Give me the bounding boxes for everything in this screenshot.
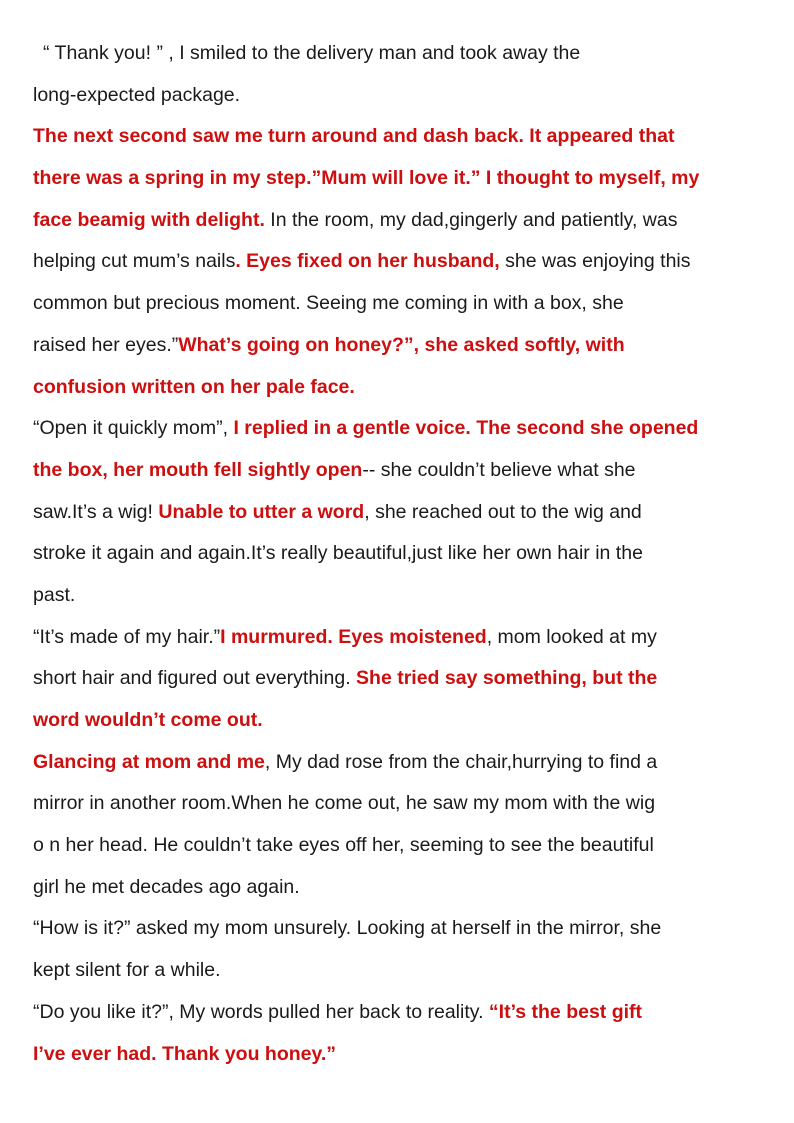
text-line [33,658,764,700]
text-run: she was enjoying this [499,250,691,273]
text-run: “Do you like it?”, My words pulled her back to reality. [33,1000,489,1023]
text-run: -- she couldn’t believe what she [362,458,636,481]
highlighted-run: Glancing at mom and me [33,750,265,773]
text-line [33,200,764,242]
text-run: , mom looked at my [486,625,657,648]
text-run: saw.It’s a wig! [33,500,159,523]
text-run: long-expected package. [33,83,241,106]
highlighted-run: word wouldn’t come out. [33,709,263,731]
text-line [33,950,764,992]
text-run: kept silent for a while. [33,959,221,982]
text-line [33,33,764,75]
text-line [33,992,764,1034]
text-line [33,1034,764,1076]
text-line [33,75,764,117]
text-line [33,700,764,742]
text-line [33,325,764,367]
highlighted-run: The next second saw me turn around and dash back. It appeared that [33,125,675,148]
text-run: past. [33,583,76,606]
text-line [33,908,764,950]
text-line [33,283,764,325]
text-run: “Open it quickly mom”, [33,417,234,440]
highlighted-run: Unable to utter a word [158,500,365,523]
text-run: stroke it again and again.It’s really beautiful,just like her own hair in the [33,542,643,565]
text-line [33,867,764,909]
text-run: helping cut mum’s nails [33,250,236,273]
text-line [33,116,764,158]
highlighted-run: She tried say something, but the [356,667,658,690]
highlighted-run: “It’s the best gift [488,1000,643,1023]
text-line [33,367,764,409]
highlighted-run: face beamig with delight. [33,208,265,231]
text-line [33,783,764,825]
document-page [33,33,764,1075]
text-run: In the room, my dad,gingerly and patiently, was [264,208,678,231]
highlighted-run: . Eyes fixed on her husband, [235,250,500,273]
text-run: raised her eyes.” [33,333,179,356]
text-line [33,241,764,283]
text-run: , she reached out to the wig and [364,500,642,523]
text-run: “How is it?” asked my mom unsurely. Looking at herself in the mirror, she [33,917,662,940]
highlighted-run: the box, her mouth fell sightly open [33,458,363,481]
text-line [33,825,764,867]
text-run: mirror in another room.When he come out, he saw my mom with the wig [33,792,656,815]
text-run: common but precious moment. Seeing me coming in with a box, she [33,292,624,315]
highlighted-run: What’s going on honey?”, she asked softly, with [178,333,625,356]
highlighted-run: there was a spring in my step.”Mum will love it.” I thought to myself, my [33,167,700,190]
text-run: “It’s made of my hair.” [33,625,221,648]
text-run: girl he met decades ago again. [33,875,300,898]
text-line [33,742,764,784]
highlighted-run: I replied in a gentle voice. The second she opened [233,417,699,440]
text-line [33,408,764,450]
text-line [33,450,764,492]
text-run: “ Thank you! ” , I smiled to the delivery man and took away the [43,42,581,64]
text-run: , My dad rose from the chair,hurrying to find a [264,750,658,773]
text-line [33,575,764,617]
text-run: o n her head. He couldn’t take eyes off her, seeming to see the beautiful [33,834,654,857]
text-line [33,533,764,575]
highlighted-run: I’ve ever had. Thank you honey.” [33,1042,337,1065]
highlighted-run: confusion written on her pale face. [33,375,355,398]
text-run: short hair and figured out everything. [33,667,357,690]
highlighted-run: I murmured. Eyes moistened [220,625,487,648]
text-line [33,492,764,534]
text-line [33,617,764,659]
text-line [33,158,764,200]
